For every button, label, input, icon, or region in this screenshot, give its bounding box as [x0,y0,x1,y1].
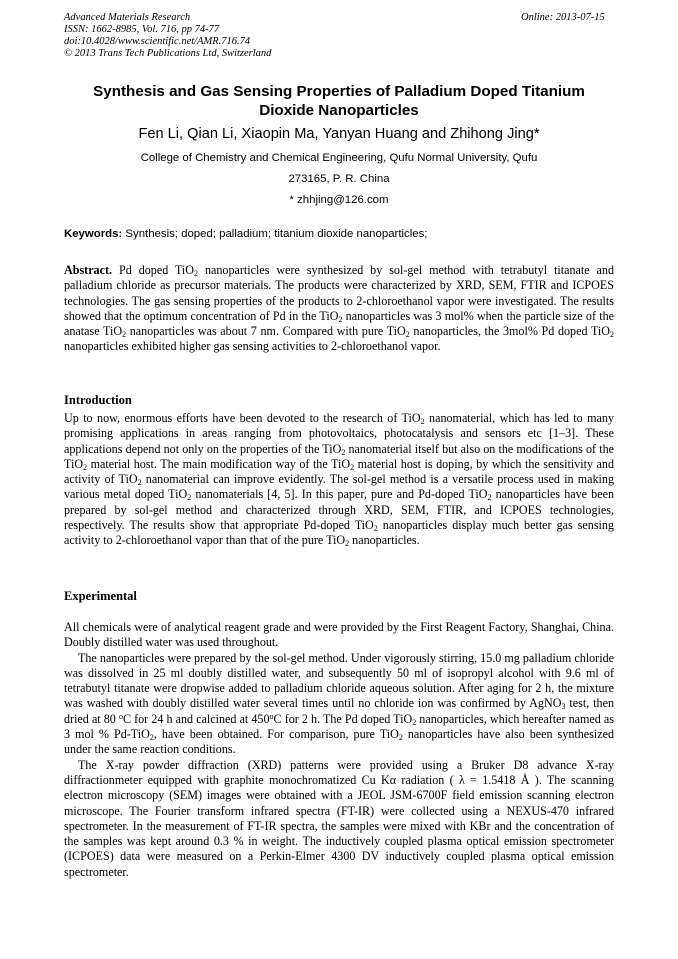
experimental-paragraph-2: The nanoparticles were prepared by the sol-gel method. Under vigorously stirring, 15.0 mg palladium chloride was dissolved in 25 ml doubly distilled water, and subsequently 50 ml of isopropyl alcohol with 9.6 ml of tetrabutyl titanate were dropwise added to palladium chloride aqueous solution. After aging for 2 h, the mixture was washed with doubly distilled water several times until no chloride ion was confirmed by AgNO$_3$ test, then dried at 80 $^o$C for 24 h and calcined at 450$^o$C for 2 h. The Pd doped TiO$_2$ nanoparticles, which hereafter named as 3 mol % Pd-TiO$_2$, have been obtained. For comparison, pure TiO$_2$ nanoparticles have also been synthesized under the same reaction conditions. [64,650,615,757]
journal-header [64,12,271,60]
online-date: Online: 2013-07-15 [521,12,605,23]
copyright: © 2013 Trans Tech Publications Ltd, Switzerland [64,48,272,59]
title-line: Synthesis and Gas Sensing Properties of Palladium Doped Titanium [93,83,585,100]
title-line: Dioxide Nanoparticles [259,102,419,119]
affiliation-line: 273165, P. R. China [288,173,390,185]
authors: Fen Li, Qian Li, Xiaopin Ma, Yanyan Huang and Zhihong Jing* [138,126,540,142]
experimental-paragraph-3: The X-ray powder diffraction (XRD) patterns were provided using a Bruker D8 advance X-ray diffractionmeter equipped with graphite monochromatized Cu Kα radiation ( λ = 1.5418 Å ). The scanning electron microscopy (SEM) images were obtained with a JEOL JSM-6700F field emission scanning electron microscope. The Fourier transform infrared spectra (FT-IR) were collected using a NEXUS-470 infrared spectrometer. In the measurement of FT-IR spectra, the samples were mixed with KBr and the concentration of the samples was kept around 0.3 % in weight. The inductively coupled plasma optical emission spectrometer (ICPOES) data were measured on a Perkin-Elmer 4300 DV inductively coupled plasma optical emission spectrometer. [64,757,614,879]
keywords-label: Keywords: [64,228,123,240]
issn: ISSN: 1662-8985, Vol. 716, pp 74-77 [64,24,220,35]
keywords-text: Synthesis; doped; palladium; titanium dioxide nanoparticles; [125,228,428,240]
affiliation [64,148,614,190]
experimental-text [64,620,614,880]
journal-name: Advanced Materials Research [64,12,191,23]
doi: doi:10.4028/www.scientific.net/AMR.716.74 [64,36,251,47]
experimental-heading: Experimental [64,589,137,603]
experimental-paragraph-1: All chemicals were of analytical reagent grade and were provided by the First Reagent Factory, Shanghai, China. Doubly distilled water was used throughout. [64,620,614,650]
keywords [64,227,614,241]
paper-title [64,82,614,120]
corresponding-email: * zhhjing@126.com [289,194,389,206]
introduction-heading: Introduction [64,393,132,407]
abstract: Abstract. Pd doped TiO$_2$ nanoparticles were synthesized by sol-gel method with tetrabutyl titanate and palladium chloride as precursor materials. The products were characterized by XRD, SEM, FTIR and ICPOES technologies. The gas sensing properties of the products to 2-chloroethanol vapor were investigated. The results showed that the optimum concentration of Pd in the TiO$_2$ nanoparticles was 3 mol% when the particle size of the anatase TiO$_2$ nanoparticles was about 7 nm. Compared with pure TiO$_2$ nanoparticles, the 3mol% Pd doped TiO$_2$ nanoparticles exhibited higher gas sensing activities to 2-chloroethanol vapor. [64,263,615,354]
affiliation-line: College of Chemistry and Chemical Engineering, Qufu Normal University, Qufu [140,152,538,164]
abstract-label: Abstract. [64,263,113,277]
introduction-text: Up to now, enormous efforts have been devoted to the research of TiO$_2$ nanomaterial, which has led to many promising applications in areas ranging from photovoltaics, photocatalysis and sensors etc [1–3]. These applications depend not only on the properties of the TiO$_2$ nanomaterial itself but also on the modifications of the TiO$_2$ material host. The main modification way of the TiO$_2$ material host is doping, by which the sensitivity and activity of TiO$_2$ nanomaterial can improve evidently. The sol-gel method is a versatile process used in making various metal doped TiO$_2$ nanomaterials [4, 5]. In this paper, pure and Pd-doped TiO$_2$ nanoparticles have been prepared by sol-gel method and characterized through XRD, SEM, FTIR, and ICPOES technologies, respectively. The results show that appropriate Pd-doped TiO$_2$ nanoparticles display much better gas sensing activity to 2-chloroethanol vapor than that of the pure TiO$_2$ nanoparticles. [64,411,615,549]
